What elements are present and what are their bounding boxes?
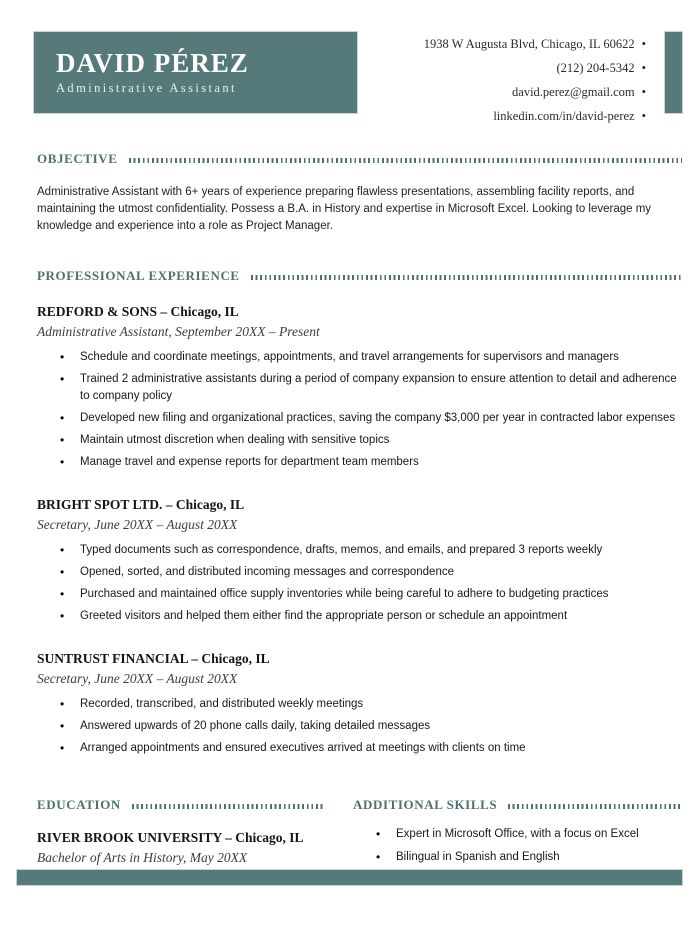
contact-bullet: • <box>641 109 646 123</box>
job-entry <box>37 651 682 757</box>
contact-linkedin <box>358 104 646 128</box>
job-role: Administrative Assistant, September 20XX – Present <box>37 324 320 339</box>
name-box <box>33 31 358 114</box>
bullet-item: • Opened, sorted, and distributed incoming messages and correspondence <box>60 564 682 581</box>
contact-bullet: • <box>641 61 646 75</box>
bullet-item: • Developed new filing and organizational practices, saving the company $3,000 per year in contracted labor expenses <box>60 410 682 427</box>
contact-phone-text: (212) 204-5342 <box>556 61 635 75</box>
contact-linkedin-text: linkedin.com/in/david-perez <box>493 109 635 123</box>
company-name: SUNTRUST FINANCIAL – Chicago, IL <box>37 651 270 666</box>
dotted-rule <box>129 158 682 163</box>
experience-heading-row <box>37 268 682 284</box>
job-entry <box>37 497 682 625</box>
contact-email <box>358 80 646 104</box>
contact-address <box>358 32 646 56</box>
bullet-item: • Schedule and coordinate meetings, appointments, and travel arrangements for supervisors and managers <box>60 349 682 366</box>
contact-email-text: david.perez@gmail.com <box>512 85 635 99</box>
contact-address-text: 1938 W Augusta Blvd, Chicago, IL 60622 <box>423 37 635 51</box>
experience-section <box>37 268 682 757</box>
bullet-item: • Purchased and maintained office supply inventories while being careful to adhere to budgeting practices <box>60 586 682 603</box>
bullet-item: • Manage travel and expense reports for department team members <box>60 454 682 471</box>
job-bullet-list <box>37 696 682 757</box>
job-role: Secretary, June 20XX – August 20XX <box>37 671 238 686</box>
header <box>0 31 700 123</box>
bullet-item: • Recorded, transcribed, and distributed weekly meetings <box>60 696 682 713</box>
bullet-item: • Trained 2 administrative assistants during a period of company expansion to ensure attention to detail and adherence to company policy <box>60 371 682 405</box>
bullet-item: • Greeted visitors and helped them either find the appropriate person or schedule an appointment <box>60 608 682 625</box>
job-entry <box>37 304 682 471</box>
objective-heading: OBJECTIVE <box>37 151 118 166</box>
header-accent-bar <box>664 31 683 114</box>
skills-heading: ADDITIONAL SKILLS <box>353 797 498 812</box>
contact-bullet: • <box>641 85 646 99</box>
job-bullet-list <box>37 542 682 625</box>
company-name: BRIGHT SPOT LTD. – Chicago, IL <box>37 497 245 512</box>
person-name: DAVID PÉREZ <box>56 47 249 78</box>
contact-phone <box>358 56 646 80</box>
education-heading: EDUCATION <box>37 797 121 812</box>
objective-section <box>37 151 682 235</box>
dotted-rule <box>251 275 682 280</box>
person-title: Administrative Assistant <box>56 81 237 96</box>
dotted-rule <box>508 804 682 809</box>
school-name: RIVER BROOK UNIVERSITY – Chicago, IL <box>37 830 304 845</box>
footer-accent-bar <box>16 869 683 886</box>
contact-bullet: • <box>641 37 646 51</box>
bullet-item: • Answered upwards of 20 phone calls daily, taking detailed messages <box>60 718 682 735</box>
education-heading-row <box>37 797 325 813</box>
bullet-item: • Maintain utmost discretion when dealing with sensitive topics <box>60 432 682 449</box>
job-role: Secretary, June 20XX – August 20XX <box>37 517 238 532</box>
skill-item: • Bilingual in Spanish and English <box>376 849 682 866</box>
bullet-item: • Arranged appointments and ensured executives arrived at meetings with clients on time <box>60 740 682 757</box>
company-name: REDFORD & SONS – Chicago, IL <box>37 304 239 319</box>
bullet-item: • Typed documents such as correspondence, drafts, memos, and emails, and prepared 3 reports weekly <box>60 542 682 559</box>
objective-heading-row <box>37 151 682 167</box>
contact-info <box>358 31 646 123</box>
main-content <box>0 151 700 895</box>
experience-heading: PROFESSIONAL EXPERIENCE <box>37 268 240 283</box>
dotted-rule <box>132 804 325 809</box>
skills-heading-row <box>353 797 682 813</box>
objective-text: Administrative Assistant with 6+ years of experience preparing flawless presentations, assembling facility reports, and maintaining the utmost confidentiality. Possess a B.A. in History and expertise in Microsoft Excel. Looking to leverage my knowledge and experience into a role as Project Manager. <box>37 186 652 232</box>
skill-item: • Expert in Microsoft Office, with a focus on Excel <box>376 826 682 843</box>
job-bullet-list <box>37 349 682 471</box>
degree: Bachelor of Arts in History, May 20XX <box>37 850 248 865</box>
resume-page <box>0 31 700 895</box>
